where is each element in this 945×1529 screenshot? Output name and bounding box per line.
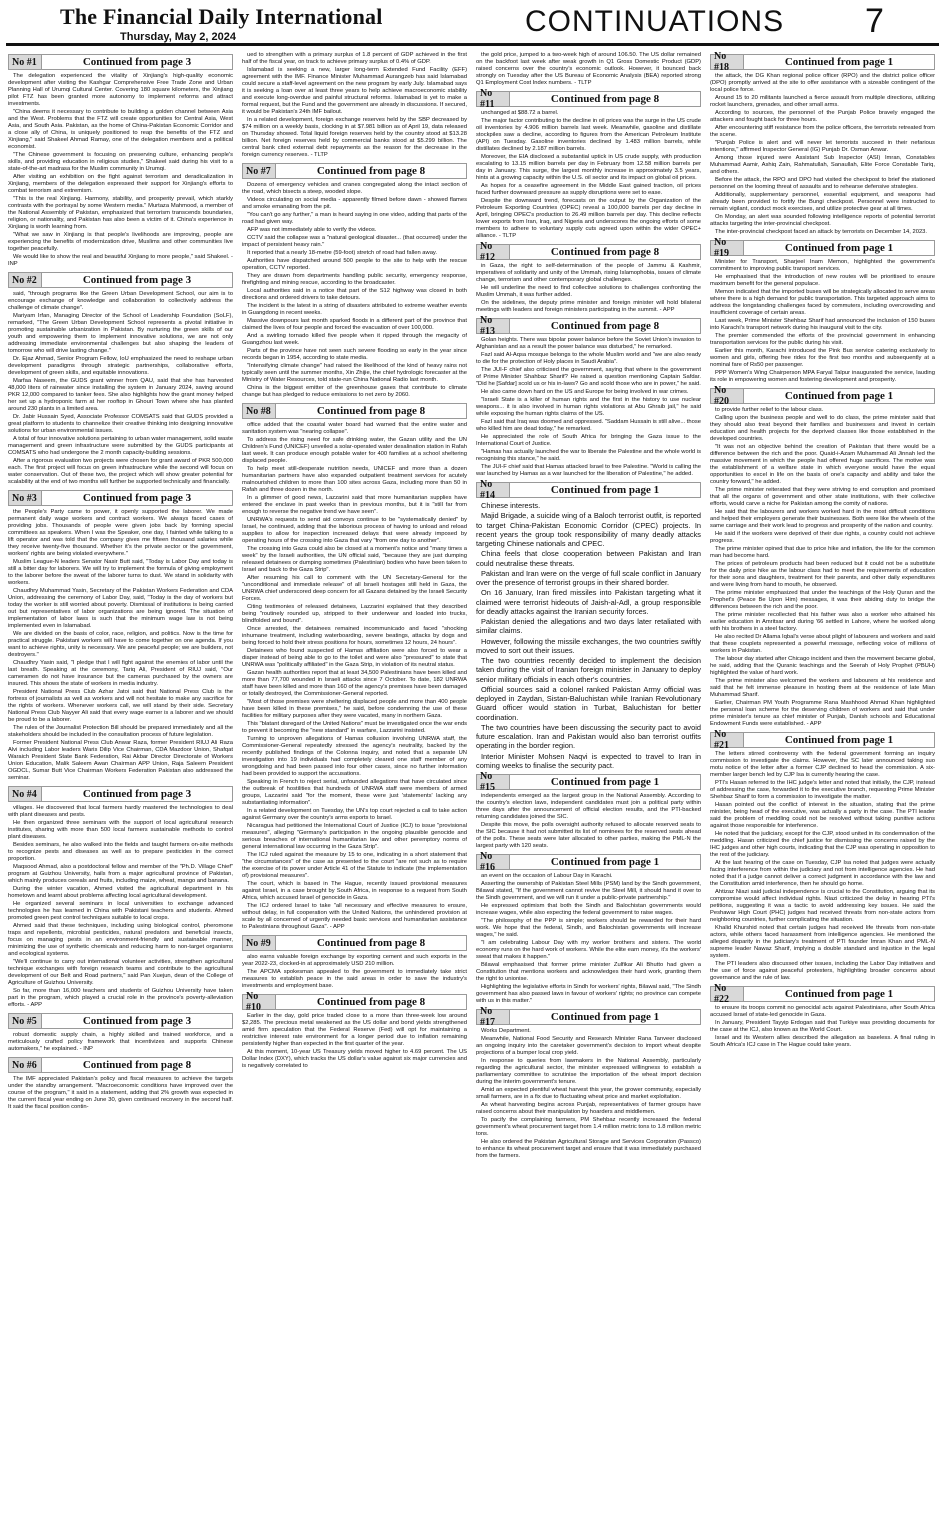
story-paragraph: He also ordered the Pakistan Agricultural Storage and Services Corporation (Passco) to enhance its wheat procurement target and ensure that it was immediately purchased from the farmers. (476, 1139, 701, 1159)
story-paragraph: China is the biggest emitter of the greenhouse gases that contribute to climate change but has pledged to reduce emissions to net zero by 2060. (242, 385, 467, 398)
story-paragraph: The prime minister recollected that his father was also a worker who attained his earlier education in Amritsar and during '66 settled in Lahore, where he worked along with his brothers in a steel factory. (710, 612, 935, 632)
story-paragraph: And a swirling tornado killed five people when it ripped through the megacity of Guangzhou last week. (242, 333, 467, 346)
news-story (476, 241, 701, 314)
story-paragraph: To help meet still-desperate nutrition needs, UNICEF and more than a dozen humanitarian partners have also expanded outpatient treatment services for acutely malnourished children to more than 100 sites across Gaza, including more than 50 in Rafah and three dozen in the north. (242, 466, 467, 493)
story-paragraph: The premier commended the efforts of the provincial government in enhancing transportation services for the public during his visit. (710, 333, 935, 346)
story-number: No #21 (710, 732, 744, 748)
story-paragraph: the People's Party came to power, it openly supported the laborer. We made permanent daily wage workers and contract workers. We always faced cases of providing jobs. Thousands of people were given jobs back by forming special committees as speakers. When I was the Speaker, one day, I fainted while talking to a lift operator and was told that the company gives me fifteen thousand salaries while they receive twenty-five thousand. Whether it's the private sector or the government, workers' rights are being violated everywhere." (8, 509, 233, 557)
news-story (242, 935, 467, 990)
story-paragraph: Chaudhry Yasin said, "I pledge that I will fight against the enemies of labor until the last breath. Speaking at the ceremony, Tariq Ali, President of RIUJ said, "Our cameramen do not have insurance but the cameras purchased by the owners are insured. This shows the state of workers in media industry. (8, 660, 233, 687)
story-paragraph: This "blatant disregard of the United Nations" must be investigated once the war ends to prevent it becoming the "new standard" in warfare, Lazzarini insisted. (242, 721, 467, 734)
story-paragraph: Maqsood Ahmad, also a postdoctoral fellow and member of the "Ph.D. Village Chief" program at Guizhou University, hails from a major agricultural province of Pakistan, which mainly produces cereals and fruits, including maize, wheat, mango and banana. (8, 864, 233, 884)
story-paragraph: The JUI-F chief also criticised the government, saying that where is the government of Prime Minister Shahbaz Sharif? He raised a question mentioning Captain Safdar. "Did he [Safdar] scold us or his in-laws? Go and scold those who are in power," he said. (476, 367, 701, 387)
story-number: No #20 (710, 388, 744, 404)
story-number: No #4 (8, 786, 42, 802)
news-story (8, 1013, 233, 1053)
continued-from-label: Continued from page 1 (744, 388, 935, 404)
news-story (710, 385, 935, 728)
story-paragraph: Earlier in the day, gold price traded close to a more than three-week low around $2,285. The precious metal weakened as the US dollar and bond yields strengthened amid firm speculation that the Federal Reserve (Fed) will opt for maintaining a restrictive interest rate environment for a longer period due to inflation remaining persistently higher than expected in the first quarter of the year. (242, 1013, 467, 1047)
story-paragraph: Ahmed said that these techniques, including using biological control, pheromone traps and repellents, microbial pesticides, natural predators and beneficial insects, focus on managing pests in an environment-friendly and sustainable manner, minimizing the use of synthetic chemicals and reducing harm to non-target organisms and ecological systems. (8, 923, 233, 957)
story-paragraph: He said if the workers were deprived of their due rights, a country could not achieve progress. (710, 531, 935, 544)
column-3 (476, 52, 701, 1524)
story-number: No #9 (242, 935, 276, 951)
story-paragraph: Ahtizaz Niazi said judicial independence is crucial to the Constitution, arguing that its compromise would affect individual rights. Niazi criticized the delay in hearing PTI's petitions, suggesting it was a tactic to avoid addressing key issues. He said the Peshawar High Court (PHC) judges had received threats from non-state actors from neighboring countries, further complicating the situation. (710, 889, 935, 923)
continued-from-label: Continued from page 8 (276, 163, 467, 179)
story-paragraph: To address the rising need for safe drinking water, the Gazan utility and the UN Children's Fund (UNICEF) unveiled a solar-operated water desalination station in Rafah last week. It can produce enough potable water for 400 families at a school sheltering displaced people. (242, 437, 467, 464)
story-paragraph: Muslim League-N leaders Senator Nasir Butt said, "Today is Labor Day and today is still a bitter day for laborers. We will try to implement the formula of giving employment to the laborer before the sweat of the laborer turns to dust. We stand in solidarity with workers. (8, 559, 233, 586)
story-paragraph: He also recited Dr Allama Iqbal's verse about plight of labourers and workers and said that these couplets represented a powerful message, reflecting voice of millions of workers in Pakistan. (710, 634, 935, 654)
story-paragraph: Fazl said that Iraq was doomed and oppressed. "Saddam Hussain is still alive... those who killed him are dead today," he remarked. (476, 419, 701, 432)
story-header (8, 272, 233, 288)
story-body (8, 73, 233, 268)
story-paragraph: As wheat harvesting begins across Punjab, representatives of farmer groups have raised concerns about their manipulation by hoarders and middlemen. (476, 1102, 701, 1115)
story-paragraph: He then organized three seminars with the support of local agricultural research institutes, sharing with more than 500 local farmers sustainable methods to control plant diseases. (8, 820, 233, 840)
story-header (242, 991, 467, 1013)
story-paragraph: A total of four innovative solutions pertaining to urban water management, solid waste management and green infrastructure were submitted by the GUDS participants at COMSATS who had undergone the 2 month capacity-building sessions. (8, 436, 233, 456)
story-header (710, 52, 935, 73)
story-paragraph: Despite the downward trend, forecasts on the output by the Organization of the Petroleum Exporting Countries (OPEC) reveal a 100,000 barrels per day decline in April, bringing OPEC's production to 26.49 million barrels per day. This decline reflects lower exports from Iran, Iraq, and Nigeria and underscores the ongoing efforts of some members to adhere to voluntary supply cuts agreed upon within the wider OPEC+ alliance. - TLTP (476, 198, 701, 239)
story-paragraph: The two countries recently decided to implement the decision taken during the visit of Iranian foreign minister in January to deploy senior military officials in each other's countries. (476, 656, 701, 684)
story-body (8, 291, 233, 486)
story-paragraph: On Monday, an alert was sounded following intelligence reports of potential terrorist attacks targeting the inter-provincial checkpost. (710, 214, 935, 227)
page-number: 7 (865, 2, 884, 40)
story-paragraph: Parts of the province have not seen such severe flooding so early in the year since records began in 1954, according to state media. (242, 348, 467, 361)
story-paragraph: Despite this move, the polls oversight authority refused to allocate reserved seats to the SIC because it had not submitted its list of nominees for the reserved seats ahead of the polls. These seats were later allocated to other parties, making the PML-N the largest party with 120 seats. (476, 822, 701, 849)
story-paragraph: Bilawal emphasised that former prime minister Zulfikar Ali Bhutto had given a Constitution that mentions workers and acknowledges their hard work, granting them the right to unionise. (476, 962, 701, 982)
story-header (476, 771, 701, 793)
story-number: No #22 (710, 986, 744, 1002)
story-paragraph: Amid an expected plentiful wheat harvest this year, the grower community, especially small farmers, are in a fix due to fluctuating wheat price and market exploitation. (476, 1087, 701, 1100)
story-paragraph: in Gaza, the right to self-determination of the people of Jammu & Kashmir, imperatives of solidarity and unity of the Ummah, rising Islamophobia, issues of climate change, terrorism and other contemporary global challenges. (476, 263, 701, 283)
story-paragraph: He said that the labourers and workers worked hard in the most difficult conditions and helped their employers generate their businesses. Both were like the wheels of the same carriage and their work lead to progress and prosperity of the nation and country. (710, 509, 935, 529)
story-paragraph: office added that the coastal water board had warned that the entire water and sanitation system was "nearing collapse". (242, 422, 467, 435)
story-body (710, 73, 935, 236)
story-paragraph: On 16 January, Iran fired missiles into Pakistan targeting what it claimed were terrorist hideouts of Jaish-al-Adl, a group responsible for deadly attacks against the Iranian security forces. (476, 588, 701, 616)
continued-from-label: Continued from page 3 (42, 54, 233, 70)
column-4 (710, 52, 935, 1524)
section-title: CONTINUATIONS (525, 5, 785, 38)
news-story (710, 983, 935, 1049)
story-header (242, 935, 467, 951)
story-paragraph: The prices of petroleum products had been reduced but it could not be a substitute for the daily price hike as the labour class had to meet the requirements of education for their sons and daughters, treatment for their parents, and other daily expenditures and were living from hand to mouth, he observed. (710, 561, 935, 588)
story-paragraph: Fazl said Al-Aqsa mosque belongs to the whole Muslim world and "we are also ready to die for the protection of Holy places in Saudi Arabia". (476, 352, 701, 365)
continued-from-label: Continued from page 8 (510, 244, 701, 260)
story-number: No #17 (476, 1009, 510, 1025)
story-paragraph: They are drawn from departments handling public security, emergency response, firefighting and mining rescue, according to the broadcaster. (242, 273, 467, 286)
story-number: No #16 (476, 854, 510, 870)
story-paragraph: The prime minister reiterated that they were striving to end corruption and promised that all the organs of government and other state institutions, with their collective efforts, would carve a niche for Pakistan among the comity of nations. (710, 487, 935, 507)
story-body (476, 873, 701, 1005)
continued-from-label: Continued from page 3 (42, 1013, 233, 1029)
story-paragraph: "China deems it necessary to contribute to building a golden channel between Asia and the West. Problems that the FTZ will create opportunities for Central Asia, West Asia, and South Asia. Pakistan, as the home of China-Pakistan Economic Corridor and a close ally of China, is uniquely positioned to reap the benefits of the FTZ and Xinjiang," said Shakeel Ahmad Ramay, one of the delegation members and a political economist. (8, 109, 233, 150)
story-paragraph: China feels that close cooperation between Pakistan and Iran could neutralise these threats. (476, 549, 701, 568)
news-story (242, 163, 467, 399)
story-body (8, 1076, 233, 1111)
story-paragraph: He appreciated the role of South Africa for bringing the Gaza issue to the International Court of Justice. (476, 434, 701, 447)
story-paragraph: the attack, the DG Khan regional police officer (RPO) and the district police officer (DPO) promptly arrived at the site to offer assistance with a sizeable contingent of the local police force. (710, 73, 935, 93)
story-paragraph: During the winter vacation, Ahmed visited the agricultural department in his hometown and learnt about problems affecting local agricultural development. (8, 886, 233, 899)
masthead (0, 0, 945, 46)
story-number: No #3 (8, 490, 42, 506)
story-paragraph: The prime minister also welcomed the workers and labourers at his residence and said that he felt immense pleasure in hosting them at the residence of late Mian Muhammad Sharif. (710, 678, 935, 698)
story-body (476, 110, 701, 240)
story-paragraph: Islamabad is seeking a new, larger long-term Extended Fund Facility (EFF) agreement with the IMF. Finance Minister Muhammad Aurangzeb has said Islamabad could secure a staff-level agreement on the new program by early July. Islamabad says it is seeking a loan over at least three years to help achieve macroeconomic stability and execute long-overdue and painful structural reforms. Islamabad is yet to make a formal request, but the Fund and the government are already in discussions. If secured, it would be Pakistan's 24th IMF bailout. (242, 67, 467, 115)
story-body (710, 259, 935, 384)
story-paragraph: The crossing into Gaza could also be closed at a moment's notice and "many times a week" by the Israeli authorities, the UN official said, "because they are just dumping released detainees or dumping sometimes (Palestinian) bodies who have been taken to Israel and back to the Gaza Strip". (242, 546, 467, 573)
story-header (8, 1013, 233, 1029)
continued-from-label: Continued from page 1 (510, 774, 701, 790)
story-body (242, 1013, 467, 1070)
story-paragraph: "Punjab Police is alert and will never let terrorists succeed in their nefarious intentions," affirmed Inspector General (IG) Punjab Dr. Osman Anwar. (710, 140, 935, 153)
news-story (242, 991, 467, 1070)
story-header (242, 403, 467, 419)
news-story (8, 1057, 233, 1111)
story-paragraph: Additionally, supplementary personnel, essential equipment, and weapons had already been provided to fortify the Bungi checkpost. Personnel were instructed to remain vigilant, conduct mock exercises, and utilize protective gear at all times. (710, 192, 935, 212)
story-paragraph: "We'll continue to carry out international volunteer activities, strengthen agricultural technique exchanges with foreign research teams and contribute to the agricultural development of our Belt and Road partners," said Pan Xuejun, dean of the College of Agriculture of Guizhou University. (8, 959, 233, 986)
story-paragraph: He emphasised that the introduction of new routes will be prioritised to ensure maximum benefit for the general populace. (710, 274, 935, 287)
continued-from-label: Continued from page 8 (276, 994, 467, 1010)
story-body (8, 1032, 233, 1053)
newspaper-title: The Financial Daily International (60, 4, 383, 29)
story-paragraph: Local authorities said in a notice that part of the S12 highway was closed in both directions and ordered drivers to take detours. (242, 288, 467, 301)
story-header (476, 241, 701, 263)
story-paragraph: The major factor contributing to the decline in oil prices was the surge in the US crude oil inventories by 4.906 million barrels last week. Meanwhile, gasoline and distillate stockpiles saw a decline, according to figures from the American Petroleum Institute (API) on Tuesday. Gasoline inventories declined by 1.483 million barrels, while distillates declined by 2.187 million barrels. (476, 118, 701, 152)
continued-from-label: Continued from page 1 (510, 482, 701, 498)
story-body (242, 52, 467, 159)
news-story (710, 237, 935, 384)
story-paragraph: robust domestic supply chain, a highly skilled and trained workforce, and a meticulously crafted policy framework that incentivizes and supports Chinese automakers," he explained. - INP (8, 1032, 233, 1052)
story-header (8, 1057, 233, 1073)
story-paragraph: The APCMA spokesman appealed to the government to immediately take strict measures to establish peace in the said areas in order to save the industry's investments and employment base. (242, 969, 467, 989)
story-number: No #14 (476, 482, 510, 498)
story-paragraph: Around 15 to 20 militants launched a fierce assault from multiple directions, utilizing rocket launchers, grenades, and other small arms. (710, 95, 935, 108)
continued-from-label: Continued from page 8 (276, 403, 467, 419)
news-story (476, 1006, 701, 1160)
story-body (476, 52, 701, 87)
story-paragraph: Former President National Press Club Anwar Raza, former President RIUJ Ali Raza Alvi including Labor leaders Waris Dilip Vice Chairman, CDA Mazdoor Union, Shafqat Waraich President State Bank Federation, Rai Akbar Director Directorate of Workers Union Education, Malik Saleem Awan Chairman APP Union, Raja Saleem President OGDCL, Sumar Butt Vice Chairman Workers Federation Pakistan also addressed the seminar. (8, 740, 233, 781)
story-body (8, 805, 233, 1009)
story-paragraph: The prime minister opined that due to price hike and inflation, the life for the common man had become hard. (710, 546, 935, 559)
story-body (476, 1028, 701, 1160)
story-paragraph: Besides seminars, he also walked into the fields and taught farmers on-site methods to recognize pests and diseases as well as to prepare pesticides in the correct proportion. (8, 842, 233, 862)
story-number: No #7 (242, 163, 276, 179)
story-paragraph: Hasan pointed out the conflict of interest in the situation, stating that the prime minister, being head of the executive, was actually a party in the case. The PTI leader said the problem of meddling could not be resolved without taking punitive actions against those responsible for interference. (710, 802, 935, 829)
story-paragraph: The rules of the Journalist Protection Bill should be prepared immediately and all the stakeholders should be included in the consultation process of future legislation. (8, 725, 233, 738)
story-paragraph: PPP Women's Wing Chairperson MPA Faryal Talpur inaugurated the service, lauding its role in empowering women and fostering development and prosperity. (710, 370, 935, 383)
continued-from-label: Continued from page 8 (510, 318, 701, 334)
story-paragraph: The ICJ ruled against the measure by 15 to one, indicating in a short statement that "the circumstances" of the case as presented to the court "are not such as to require the exercise of its power under Article 41 of the Statute to indicate (the implementation of) provisional measures". (242, 852, 467, 879)
story-paragraph: ued to strengthen with a primary surplus of 1.8 percent of GDP achieved in the first half of the fiscal year, on track to achieve primary surplus of 0.4% of GDP. (242, 52, 467, 65)
story-paragraph: According to sources, the personnel of the Punjab Police bravely engaged the attackers and fought back for three hours. (710, 110, 935, 123)
news-story (242, 52, 467, 159)
story-number: No #10 (242, 994, 276, 1010)
story-paragraph: Dr. Jabir Hussain Syed, Associate Professor COMSATS said that GUDS provided a great platform to students to channelize their creative thinking into designing innovative solutions for urban environmental issues. (8, 414, 233, 434)
story-number: No #8 (242, 403, 276, 419)
continued-from-label: Continued from page 1 (744, 240, 935, 256)
story-header (710, 983, 935, 1005)
story-paragraph: Nicaragua had petitioned the International Court of Justice (ICJ) to issue "provisional measures", alleging "Germany's participation in the ongoing plausible genocide and serious breaches of international humanitarian law and other peremptory norms of general international law occurring in the Gaza Strip". (242, 823, 467, 850)
story-number: No #5 (8, 1013, 42, 1029)
story-paragraph: He noted that the judiciary, except for the CJP, stood united in its condemnation of the meddling. Hasan criticized the chief justice for dismissing the concerns raised by the IHC judges and other high courts, indicating that the CJP was operating in opposition to the rest of the judiciary. (710, 831, 935, 858)
story-paragraph: At the last hearing of the case on Tuesday, CJP Isa noted that judges were actually facing interference from within the judiciary and not from intelligence agencies. He had noted that if a judge cannot deliver a correct judgment in accordance with the law and the Constitution amid interference, then he should go home. (710, 860, 935, 887)
story-paragraph: Meanwhile, National Food Security and Research Minister Rana Tanveer disclosed an ongoing inquiry into the caretaker government's decision to import wheat despite projections of a bumper local crop yield. (476, 1036, 701, 1056)
news-story (8, 54, 233, 268)
masthead-rule (6, 43, 939, 46)
story-body (476, 337, 701, 478)
story-paragraph: Chinese interests. (481, 501, 541, 510)
story-paragraph: He will underline the need to find collective solutions to challenges confronting the Muslim Ummah, it was further added. (476, 285, 701, 298)
continued-from-label: Continued from page 3 (42, 786, 233, 802)
story-number: No #18 (710, 54, 744, 70)
news-story (710, 54, 935, 236)
news-story (476, 851, 701, 1005)
story-paragraph: Gazan health authorities report that at least 34,500 Palestinians have been killed and more than 77,700 wounded in Israeli attacks since 7 October. To date, 182 UNRWA staff have been killed and more than 160 of the agency's premises have been damaged or totally destroyed, the Commissioner-General reported. (242, 670, 467, 697)
story-paragraph: President National Press Club Azhar Jatoi said that National Press Club is the fortress of journalists as well as workers and will not hesitate to make any sacrifice for the rights of workers. Whenever workers call, we will stand by their side. Secretary National Press Club Nayyer Ali said that every wage earner is a laborer and we should be proud to be a laborer. (8, 689, 233, 723)
story-paragraph: Authorities have dispatched around 500 people to the site to help with the rescue operation, CCTV reported. (242, 258, 467, 271)
story-paragraph: Before the attack, the RPO and DPO had visited the checkpost to brief the stationed personnel on the looming threat of assaults and to rehearse defensive strategies. (710, 177, 935, 190)
story-paragraph: "What we saw in Xinjiang is that people's livelihoods are improving, people are experiencing the benefits of modernization drive, Muslims and other communities live together peacefully. (8, 232, 233, 252)
story-paragraph: Golan heights. There was bipolar power balance before the Soviet Union's invasion to Afghanistan and as a result the power balance was disturbed," he remarked. (476, 337, 701, 350)
story-paragraph: After a rigorous evaluation two projects were chosen for grant award of PKR 500,000 each. The first project will focus on green infrastructure while the second will focus on water conservation. Out of these two, the project which will show greater potential for scalability at the end of two months will further be supported technically and financially. (8, 458, 233, 485)
story-paragraph: Chaudhry Muhammad Yasin, Secretary of the Pakistan Workers Federation and CDA Union, addressing the ceremony of Labor Day, said, "Today is the day of workers but today the worker is still worried about poverty. Dismissal of institutions is being carried out but representatives of labor organizations are being ignored. The situation of implementation of labor laws is such that the minimum wage law is not being implemented even in Islamabad. (8, 588, 233, 629)
story-paragraph: As hopes for a ceasefire agreement in the Middle East gained traction, oil prices faced further downward pressure as supply disruptions were set to ease. (476, 183, 701, 196)
story-header (476, 479, 701, 501)
story-paragraph: Dr. Ejaz Ahmad, Senior Program Fellow, IoU emphasized the need to reshape urban development paradigms through strategic partnerships, collaborative efforts, development of green skills, and equitable innovations. (8, 356, 233, 376)
story-paragraph: After resuming his call to comment with the UN Secretary-General for the "unconditional and immediate release" of all Israeli hostages still held in Gaza, the UNRWA chief underscored deep concern for all Gazans detained by the Israeli Security Forces. (242, 575, 467, 602)
story-paragraph: "The Chinese government is focusing on preserving culture, enhancing people's skills, and providing education in religious studies," Shakeel said during his visit to a state-of-the-art madrasa for the Muslim community in Urumqi. (8, 152, 233, 172)
story-paragraph: To pacify the complaining farmers, PM Shehbaz recently increased the federal government's wheat procurement target from 1.4 million metric tons to 1.8 million metric tons. (476, 1117, 701, 1137)
story-paragraph: Last week, Prime Minister Shehbaz Sharif had announced the inclusion of 150 buses into Karachi's transport network during his inaugural visit to the city. (710, 318, 935, 331)
story-paragraph: The PTI leaders also discussed other issues, including the Labor Day initiatives and the use of force against peaceful protesters, highlighting broader concerns about governance and the rule of law. (710, 961, 935, 981)
story-header (476, 88, 701, 110)
story-paragraph: independents emerged as the largest group in the National Assembly. According to the country's election laws, independent candidates must join a political party within three days after the announcement of official election results, and the PTI-backed returning candidates joined the SIC. (476, 793, 701, 820)
story-paragraph: Citing testimonies of released detainees, Lazzarini explained that they described being "routinely rounded up, stripped to their underwear and loaded into trucks, blindfolded and bound". (242, 604, 467, 624)
story-paragraph: In January, President Tayyip Erdogan said that Turkiye was providing documents for the case at the ICJ, also known as the World Court. (710, 1020, 935, 1033)
story-paragraph: The court, which is based in The Hague, recently issued provisional measures against Israel, in a case brought by South Africa, in response to a request from South Africa, which accused Israel of genocide in Gaza. (242, 881, 467, 901)
story-paragraph: "Intensifying climate change" had raised the likelihood of the kind of heavy rains not typically seen until the summer months, Xin Zhijie, the chief hydrologic forecaster at the Ministry of Water Resources, told state-run China National Radio last month. (242, 363, 467, 383)
story-header (710, 729, 935, 751)
story-header (8, 786, 233, 802)
story-paragraph: The ICJ ordered Israel to take "all necessary and effective measures to ensure, without delay, in full cooperation with the United Nations, the unhindered provision at scale by all concerned of urgently needed basic services and humanitarian assistance to Palestinians throughout Gaza". - APP (242, 903, 467, 930)
story-body (476, 793, 701, 850)
story-paragraph: The JUI-F chief said that Hamas attacked Israel to free Palestine. "World is calling the war launched by Hamas as a war launched for the liberation of Palestine," he added. (476, 464, 701, 477)
story-paragraph: to ensure its troops commit no genocidal acts against Palestinians, after South Africa accused Israel of state-led genocide in Gaza. (710, 1005, 935, 1018)
story-paragraph: "Most of those premises were sheltering displaced people and more than 400 people have been killed in these premises," he said, before condemning the use of these facilities for military purposes after they were vacated, many in northern Gaza. (242, 699, 467, 719)
story-number: No #11 (476, 91, 510, 107)
masthead-left (60, 4, 383, 43)
story-paragraph: Official sources said a colonel ranked Pakistan Army official was deployed in Zaydan, Sistan-Baluchistan while Iranian Revolutionary Guard officer would station in Turbat, Baluchistan for better coordination. (476, 684, 701, 722)
story-paragraph: Among those injured were Assistant Sub Inspector (ASI) Imran, Constables Muhammad Aamir, Ashiq Zain, Rahmatullah, Sanaullah, Elite Force Constable Tariq, and others. (710, 155, 935, 175)
story-number: No #12 (476, 244, 510, 260)
story-paragraph: Marfaa Naseem, the GUDS grant winner from QAU, said that she has harvested 48,000 liters of rainwater since installing the system in January 2024, saving around PKR 12,000 compared to tanker fees. She also highlights how the grant money helped her set up a hydroponic farm at her rooftop in Ghouri Town where she has planted around 230 plants in a limited area. (8, 378, 233, 412)
continued-from-label: Continued from page 8 (42, 1057, 233, 1073)
story-paragraph: "You can't go any further," a man is heard saying in one video, adding that parts of the road had given way. (242, 212, 467, 225)
story-header (710, 237, 935, 259)
story-paragraph: Videos circulating on social media - apparently filmed before dawn - showed flames and smoke emanating from the pit. (242, 197, 467, 210)
story-paragraph: Interior Minister Mohsen Naqvi is expected to travel to Iran in coming weeks to finalise the security pact. (476, 751, 701, 770)
story-paragraph: Asserting the ownership of Pakistan Steel Mills (PSM) land by the Sindh government, Bilawal stated, "If the government cannot revive the Steel Mill, it should hand it over to the Sindh government, and we will run it under a public-private partnership." (476, 881, 701, 901)
story-paragraph: "I am celebrating Labour Day with my worker brothers and sisters. The world economy runs on the hard work of workers. While the elite earn money, it's the workers' sweat that makes it happen." (476, 940, 701, 960)
story-paragraph: an event on the occasion of Labour Day in Karachi. (481, 873, 613, 879)
story-paragraph: He expressed optimism that both the Sindh and Balochistan governments would increase wages, while also expecting the federal government to raise wages. (476, 903, 701, 916)
story-paragraph: In a related development, foreign exchange reserves held by the SBP decreased by $74 million on a weekly basis, clocking in at $7.981 billion as of April 19, data released on Thursday showed. Total liquid foreign reserves held by the country stood at $13.28 billion. Net foreign reserves held by commercial banks stood at $5.299 billion. The central bank cited external debt repayments as the reason for the decrease in the foreign currency reserves. - TLTP (242, 117, 467, 158)
news-columns (8, 52, 938, 1524)
continued-from-label: Continued from page 1 (510, 854, 701, 870)
story-paragraph: Works Department. (481, 1028, 531, 1034)
story-paragraph: In a related development on Tuesday, the UN's top court rejected a call to take action against Germany over the country's arms exports to Israel. (242, 808, 467, 821)
story-number: No #15 (476, 774, 510, 790)
story-paragraph: The labour day started after Chicago incident and then the movement became global, he said, adding that the Quranic teachings and the Seerah of Holy Prophet (PBUH) highlighted the value of hard work. (710, 656, 935, 676)
continued-from-label: Continued from page 8 (510, 91, 701, 107)
story-header (476, 1006, 701, 1028)
column-2 (242, 52, 467, 1524)
story-paragraph: UNRWA's requests to send aid convoys continue to be "systematically denied" by Israel, he continued, adding that the laborious process of having to unload and reload supplies to allow for inspection increased delays that were already imposed by operating hours of the crossing into Gaza that vary "from one day to another". (242, 517, 467, 544)
story-paragraph: Majid Brigade, a suicide wing of a Baloch terrorist outfit, is reported to target China-Pakistan Economic Corridor (CPEC) projects. In recent years the group took responsibility of many deadly attacks targeting Chinese nationals and CPEC. (476, 511, 701, 548)
news-story (8, 786, 233, 1009)
story-number: No #13 (476, 318, 510, 334)
story-body (242, 954, 467, 990)
story-paragraph: "It was not an objective behind the creation of Pakistan that there would be a difference between the rich and the poor. Quaid-i-Azam Muhammad Ali Jinnah led the massive movement in which the people had offered huge sacrifices. The motive was the establishment of a welfare state in which everyone would have the equal opportunities to excel in life on the basis of one's capacity and ability and take the country forward," he added. (710, 444, 935, 485)
story-paragraph: The inter-provincial checkpost faced an attack by terrorists on December 14, 2023. (715, 229, 928, 235)
story-paragraph: "This is the real Xinjiang. Harmony, stability, and prosperity prevail, which starkly contrasts with the portrayal by some Western media." Murtaza Mahmood, a member of the National Assembly of Pakistan, emphasized that terrorism transcends boundaries, religion, or nationality, and Pakistan has also been a victim of it. China's experience in Xinjiang is worth learning from. (8, 196, 233, 230)
story-paragraph: Detainees who found suspected of Hamas affiliation were also forced to wear a diaper instead of being able to go to the toilet and were also "pressured" to state that UNRWA was "politically affiliated" in the Gaza Strip, in violation of its neutral status. (242, 648, 467, 668)
story-paragraph: to provide further relief to the labour class. (715, 407, 824, 413)
story-paragraph: said, "through programs like the Green Urban Development School, our aim is to encourage exchange of knowledge and collaboration to collectively address the challenge of climate change". (8, 291, 233, 311)
continued-from-label: Continued from page 1 (744, 986, 935, 1002)
story-paragraph: PTI's Hasan referred to the IHC judge's letter and noted that initially, the CJP, instead of addressing the case, forwarded it to the executive branch, requesting Prime Minister Shehbaz Sharif to form a commission to investigate the matter. (710, 780, 935, 800)
story-paragraph: Earlier this month, Karachi introduced the Pink Bus service catering exclusively to women and girls, offering free rides for the first two months and subsequently at a nominal fare of Rs50 per passenger. (710, 348, 935, 368)
story-paragraph: Minister for Transport, Sharjeel Inam Memon, highlighted the government's commitment to improving public transport services. (710, 259, 935, 272)
column-1 (8, 52, 233, 1524)
story-paragraph: So far, more than 16,000 teachers and students of Guizhou University have taken part in the program, which played a crucial role in the province's poverty-alleviation efforts. - APP (8, 988, 233, 1008)
story-paragraph: It reported that a nearly 18-metre (59-foot) stretch of road had fallen away. (247, 250, 438, 256)
story-paragraph: Highlighting the legislative efforts in Sindh for workers' rights, Bilawal said, "The Sindh government has also passed laws in favour of workers' rights; no province can compete with us in this matter." (476, 984, 701, 1004)
story-paragraph: Speaking in French to reject serial, unfounded allegations that have circulated since the outbreak of hostilities that hundreds of UNRWA staff were members of armed groups, Lazzarini said "for the moment, these were just 'statements' lacking any substantiating information". (242, 779, 467, 806)
story-paragraph: The incident is the latest in a string of disasters attributed to extreme weather events in Guangdong in recent weeks. (242, 303, 467, 316)
story-paragraph: AFP was not immediately able to verify the videos. (247, 227, 377, 233)
story-body (710, 407, 935, 728)
story-paragraph: He also came down hard on the US and Europe for being involved in war crimes. (481, 389, 689, 395)
story-paragraph: We are divided on the basis of color, race, religion, and politics. Now is the time for practical struggle. Pakistani workers will have to come together on one agenda. If you want to achieve rights, unity is necessary. We are peaceful people; we are builders, not destroyers." (8, 631, 233, 658)
news-story (8, 272, 233, 486)
story-body (242, 182, 467, 399)
story-paragraph: Dozens of emergency vehicles and cranes congregated along the intact section of the road, which bisects a steep, wooded slope. (242, 182, 467, 195)
story-paragraph: Massive downpours last month sparked floods in a different part of the province that claimed the lives of four people and forced the evacuation of over 100,000. (242, 318, 467, 331)
story-paragraph: Earlier, Chairman PM Youth Programme Rana Mashhood Ahmad Khan highlighted the personal loan scheme for the deserving children of workers and said that under prime minister's tenure as chief minister of Punjab, Danish schools and Educational Endowment Funds were established. - APP (710, 700, 935, 727)
story-paragraph: After encountering stiff resistance from the police officers, the terrorists retreated from the scene. (710, 125, 935, 138)
news-story (476, 88, 701, 240)
news-story (476, 771, 701, 850)
story-paragraph: Calling upon the business people and well to do class, the prime minister said that they should also treat beyond their families and businesses and invest in certain education and health projects for the deprived classes like those established in the developed countries. (710, 415, 935, 442)
story-header (710, 385, 935, 407)
story-body (242, 422, 467, 931)
story-paragraph: villages. He discovered that local farmers hardly mastered the technologies to deal with plant diseases and pests. (8, 805, 233, 818)
story-body (710, 751, 935, 982)
story-header (476, 315, 701, 337)
story-paragraph: However, following the missile exchanges, the two countries swiftly moved to sort out their issues. (476, 636, 701, 655)
story-paragraph: Israel and its Western allies described the allegation as baseless. A final ruling in South Africa's ICJ case in The Hague could take years. (710, 1035, 935, 1048)
story-paragraph: the gold price, jumped to a two-week high of around 106.50. The US dollar remained on the backfoot last week after weak growth in Q1 Gross Domestic Product (GDP) raised concerns over the country's economic outlook. However, it bounced back strongly on Tuesday after the US Bureau of Economic Analysis (BEA) reported strong Q1 Employment Cost Index numbers. - TLTP (476, 52, 701, 86)
news-story (476, 315, 701, 478)
story-paragraph: The two countries have been discussing the security pact to avoid future escalation. Iran and Pakistan would also ban terrorist outfits operating in the border region. (476, 722, 701, 751)
continued-from-label: Continued from page 3 (42, 490, 233, 506)
story-paragraph: Turning to unproven allegations of Hamas collusion involving UNRWA staff, the Commissioner-General repeatedly stressed the agency's neutrality, backed by the recently published findings of the Colonna inquiry, and noted that a separate UN investigation into 19 individuals had completely cleared one staff member of any wrongdoing and had been passed into four other cases, since no further information had been provided to support the accusations. (242, 736, 467, 777)
continued-from-label: Continued from page 1 (744, 732, 935, 748)
story-paragraph: Once arrested, the detainees remained incommunicado and faced "shocking inhumane treatment, including waterboarding, severe beatings, attacks by dogs and being forced to hold their stress positions for hours, sometimes 12 hours, 24 hours". (242, 626, 467, 646)
story-number: No #2 (8, 272, 42, 288)
continued-from-label: Continued from page 3 (42, 272, 233, 288)
story-paragraph: On the sidelines, the deputy prime minister and foreign minister will hold bilateral meetings with leaders and foreign ministers participating in the summit. - APP (476, 300, 701, 313)
story-paragraph: Moreover, the EIA disclosed a substantial uptick in US crude supply, with production escalating to 13.15 million barrels per day in February from 12.58 million barrels per day in January. This surge, the largest monthly increase in approximately 3.5 years, hints at a growing capacity within the U.S. oil sector and its impact on global oil prices. (476, 154, 701, 181)
story-header (242, 163, 467, 179)
news-story (476, 52, 701, 87)
news-story (710, 729, 935, 982)
story-header (476, 851, 701, 873)
story-paragraph: We would like to show the real and beautiful Xinjiang to more people," said Shakeel. - INP (8, 254, 233, 267)
news-story (476, 479, 701, 770)
story-number: No #19 (710, 240, 744, 256)
story-header (8, 54, 233, 70)
story-paragraph: "Hamas has actually launched the war to liberate the Palestine and the whole world is recognising this stance," he said. (476, 449, 701, 462)
story-paragraph: Pakistan and Iran were on the verge of full scale conflict in January over the presence of terrorist groups in their shared border. (476, 568, 701, 587)
story-body (476, 263, 701, 314)
news-story (242, 403, 467, 931)
story-paragraph: CCTV said the collapse was a "natural geological disaster... (that occurred) under the impact of persistent heavy rain." (242, 235, 467, 248)
story-body (476, 501, 701, 770)
continued-from-label: Continued from page 8 (276, 935, 467, 951)
story-paragraph: After visiting an exhibition on the fight against terrorism and deradicalization in Xinjiang, members of the delegation expressed their support for Xinjiang's efforts to combat terrorism and extremism. (8, 174, 233, 194)
story-paragraph: Pakistan denied the allegations and two days later retaliated with similar claims. (476, 617, 701, 636)
story-body (710, 1005, 935, 1049)
story-paragraph: Memon indicated that the imported buses will be strategically allocated to serve areas where there is a high demand for public transportation. This targeted approach aims to address the longstanding challenges faced by commuters, including overcrowding and insufficient coverage of certain areas. (710, 289, 935, 316)
story-paragraph: At this moment, 10-year US Treasury yields moved higher to 4.69 percent. The US Dollar Index (DXY), which tracks the US dollar's value against six major currencies and is negatively correlated to (242, 1049, 467, 1069)
continued-from-label: Continued from page 1 (510, 1009, 701, 1025)
story-paragraph: The IMF appreciated Pakistan's policy and fiscal measures to achieve the targets under the standby arrangement. "Macroeconomic conditions have improved over the course of the program," it said in a statement, adding that 2% growth was expected in the current fiscal year ending on June 30, given continued recovery in the second half. It said the fiscal position contin- (8, 1076, 233, 1110)
story-paragraph: He organized several seminars in local universities to exchange advanced technologies he has learned in China with Pakistani teachers and students. Ahmed promoted green pest control techniques suitable to local crops. (8, 901, 233, 921)
issue-date: Thursday, May 2, 2024 (120, 31, 236, 43)
story-header (8, 490, 233, 506)
story-paragraph: In a glimmer of good news, Lazzarini said that more humanitarian supplies have entered the enclave in past weeks than in previous months, but it is "still far from enough to reverse the negative trend we have seen". (242, 495, 467, 515)
story-body (8, 509, 233, 782)
story-paragraph: also earns valuable foreign exchange by exporting cement and such exports in the year 2022-23, clocked-in at approximately USD 210 million. (242, 954, 467, 967)
news-story (8, 490, 233, 782)
story-paragraph: Khalid Khurshid noted that certain judges had received life threats from non-state actors, while others faced harassment from intelligence agencies. He mentioned the alleged disparity in the judiciary's treatment of PTI founder Imran Khan and PML-N supreme leader Nawaz Sharif, implying a double standard and injustice in the legal system. (710, 925, 935, 959)
story-paragraph: unchanged at $88.72 a barrel. (481, 110, 559, 116)
story-paragraph: In response to queries from lawmakers in the National Assembly, particularly regarding the agricultural sector, the minister expressed willingness to establish a parliamentary committee to scrutinise the importation of the wheat import decision during the interim government's tenure. (476, 1058, 701, 1085)
story-paragraph: The delegation experienced the vitality of Xinjiang's high-quality economic development after visiting the Kashgar Comprehensive Free Trade Zone and Urban Planning Hall of Urumqi Cultural Center. Covering 180 square kilometers, the Xinjiang pilot FTZ has been granted more autonomy to implement reforms and attract investments. (8, 73, 233, 107)
story-paragraph: "The philosophy of the PPP is simple; workers should be rewarded for their hard work. We hope that the federal, Sindh, and Balochistan governments will increase wages," he said. (476, 918, 701, 938)
story-number: No #6 (8, 1057, 42, 1073)
story-paragraph: The letters stirred controversy with the federal government forming an inquiry commission to investigate the claims. However, the SC later announced taking suo motu notice of the letter after a former CJP declined to head the commission. A six-member larger bench led by CJP Isa is currently hearing the case. (710, 751, 935, 778)
continued-from-label: Continued from page 1 (744, 54, 935, 70)
story-paragraph: "Israeli State is a killer of human rights and the first in the history to use nuclear weapons... it is also involved in human rights violations at Abu Ghraib jail," he said while exposing the human rights claims of the US. (476, 397, 701, 417)
story-paragraph: Mariyam Irfan, Managing Director of the School of Leadership Foundation (SoLF), remarked, "The Green Urban Development School represents a pivotal initiative in promoting sustainable urbanization in Pakistan. By nurturing the green skills of our youth and empowering them to implement innovative solutions, we are not only addressing immediate environmental challenges but also shaping the leaders of tomorrow who will drive lasting change." (8, 313, 233, 354)
story-paragraph: The prime minister emphasized that under the teachings of the Holy Quran and the Prophet's (Peace Be Upon Him) messages, it was their abiding duty to bridge the differences between the rich and the poor. (710, 590, 935, 610)
story-number: No #1 (8, 54, 42, 70)
